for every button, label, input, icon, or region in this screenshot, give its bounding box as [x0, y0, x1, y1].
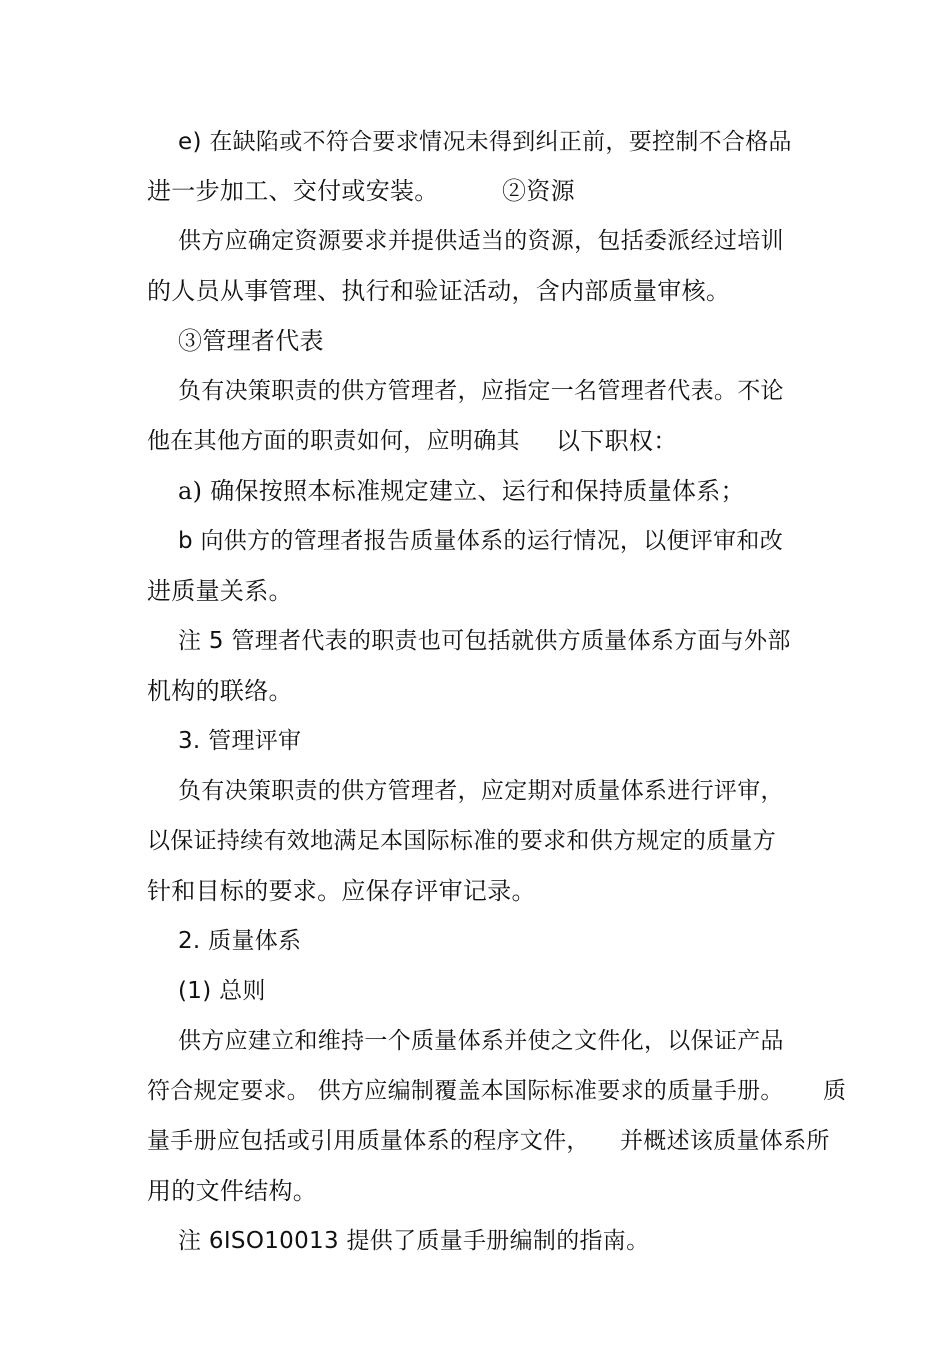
- text-line-1: e) 在缺陷或不符合要求情况未得到纠正前，要控制不合格品: [178, 129, 792, 155]
- heading-quality-system: 2. 质量体系: [178, 928, 302, 954]
- text-line-18b: 质: [823, 1078, 847, 1104]
- note-5-line-2: 机构的联络。: [147, 677, 293, 705]
- text-line-19: 量手册应包括或引用质量体系的程序文件，: [147, 1128, 590, 1154]
- text-line-18: 符合规定要求。 供方应编制覆盖本国际标准要求的质量手册。: [147, 1078, 784, 1104]
- text-line-7b: 以下职权：: [556, 427, 678, 455]
- note-5-line-1: 注 5 管理者代表的职责也可包括就供方质量体系方面与外部: [178, 628, 791, 654]
- text-line-6: 负有决策职责的供方管理者，应指定一名管理者代表。不论: [178, 378, 784, 404]
- text-line-3: 供方应确定资源要求并提供适当的资源，包括委派经过培训: [178, 228, 784, 254]
- text-line-19b: 并概述该质量体系所: [620, 1128, 830, 1154]
- text-line-20: 用的文件结构。: [147, 1177, 318, 1205]
- text-line-12: 负有决策职责的供方管理者，应定期对质量体系进行评审，: [178, 778, 784, 804]
- heading-management-representative: ③管理者代表: [178, 327, 324, 355]
- text-line-14: 针和目标的要求。应保存评审记录。: [147, 877, 536, 905]
- text-line-2b: ②资源: [502, 177, 575, 205]
- text-line-8: a) 确保按照本标准规定建立、运行和保持质量体系；: [178, 477, 745, 505]
- text-line-9: b 向供方的管理者报告质量体系的运行情况，以便评审和改: [178, 528, 784, 554]
- text-line-7: 他在其他方面的职责如何，应明确其: [147, 428, 520, 454]
- heading-general: (1) 总则: [178, 978, 266, 1004]
- text-line-2: 进一步加工、交付或安装。: [147, 177, 439, 205]
- note-6: 注 6ISO10013 提供了质量手册编制的指南。: [178, 1228, 650, 1254]
- text-line-17: 供方应建立和维持一个质量体系并使之文件化，以保证产品: [178, 1028, 784, 1054]
- heading-management-review: 3. 管理评审: [178, 728, 302, 754]
- text-line-13: 以保证持续有效地满足本国际标准的要求和供方规定的质量方: [147, 828, 777, 854]
- text-line-4: 的人员从事管理、执行和验证活动，含内部质量审核。: [147, 277, 731, 305]
- text-line-10: 进质量关系。: [147, 577, 293, 605]
